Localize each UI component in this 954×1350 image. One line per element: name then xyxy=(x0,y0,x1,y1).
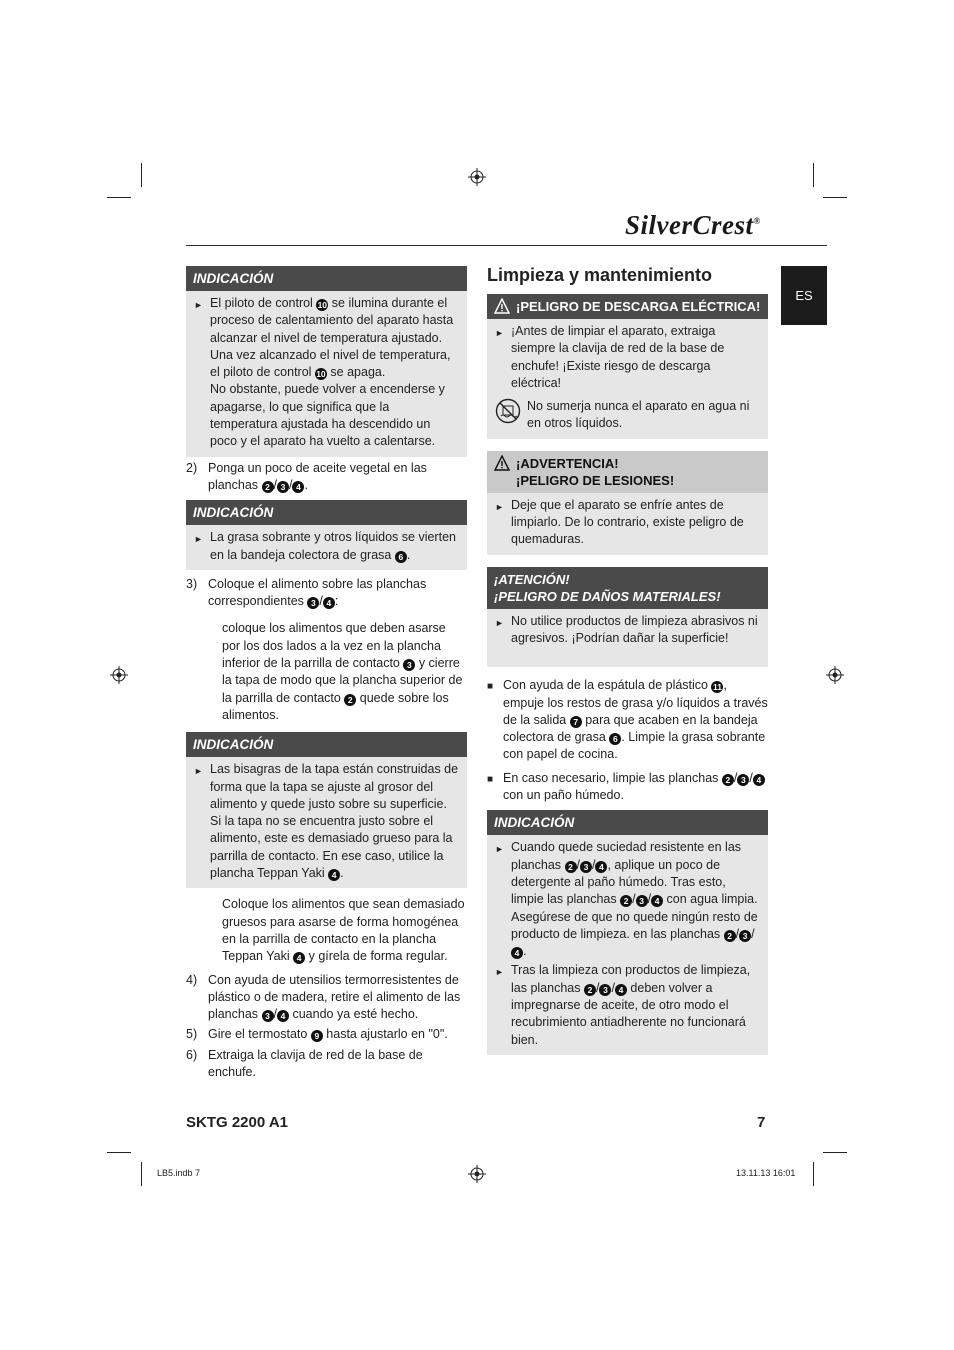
list-item: ► El piloto de control 10 se ilumina durante el proceso de calentamiento del aparato hasta alcanzar el nivel de temperatura ajustado. Una vez alcanzado el nivel de temperatura, el piloto de control 10 se apaga. No obstante, puede volver a encenderse y apagarse, lo que significa que la temperatura ajustada ha descendido un poco y el aparato ha vuelto a calentarse. xyxy=(194,295,459,451)
note-box xyxy=(186,266,467,457)
list-item: ► No utilice productos de limpieza abrasivos ni agresivos. ¡Podrían dañar la superficie! xyxy=(495,613,760,648)
right-column xyxy=(487,264,768,1055)
section-heading: Limpieza y mantenimiento xyxy=(487,265,713,285)
paragraph: coloque los alimentos que deben asarse por los dos lados a la vez en la plancha inferior de la parrilla de contacto 3 y cierre la tapa de modo que la plancha superior de la parrilla de contacto 2 quede sobre los alimentos. xyxy=(222,621,463,722)
crop-mark xyxy=(813,1162,814,1186)
warning-box: ¡ADVERTENCIA! ¡PELIGRO DE LESIONES! ► Deje que el aparato se enfríe antes de limpiarlo. De lo contrario, existe peligro de quemaduras. xyxy=(487,451,768,555)
no-immersion-icon xyxy=(495,398,521,424)
arrow-bullet-icon: ► xyxy=(194,534,203,545)
step-item: 6) Extraiga la clavija de red de la base de enchufe. xyxy=(186,1047,423,1079)
note-title: INDICACIÓN xyxy=(487,810,768,835)
language-tab: ES xyxy=(781,266,827,325)
note-box xyxy=(186,500,467,570)
attention-box: ¡ATENCIÓN! ¡PELIGRO DE DAÑOS MATERIALES! ► No utilice productos de limpieza abrasivos ni agresivos. ¡Podrían dañar la superficie! xyxy=(487,567,768,668)
step-item: 2) Ponga un poco de aceite vegetal en las planchas 2 / 3 / 4 . xyxy=(186,460,427,492)
danger-title: ¡PELIGRO DE DESCARGA ELÉCTRICA! xyxy=(516,299,761,314)
crop-mark xyxy=(141,1162,142,1186)
crop-mark xyxy=(141,163,142,187)
arrow-bullet-icon: ► xyxy=(194,766,203,777)
left-column xyxy=(186,266,467,1084)
arrow-bullet-icon: ► xyxy=(495,844,504,855)
note-box xyxy=(487,810,768,1055)
ref-number: 10 xyxy=(316,369,326,380)
list-item: ■ En caso necesario, limpie las planchas 2 / 3 / 4 con un paño húmedo. xyxy=(487,770,768,805)
crop-mark xyxy=(107,197,131,198)
page-number: 7 xyxy=(757,1114,766,1131)
paragraph: Coloque los alimentos que sean demasiado gruesos para asarse de forma homogénea en la parrilla de contacto en la plancha Teppan Yaki 4 y gírela de forma regular. xyxy=(222,897,465,964)
list-item: ► ¡Antes de limpiar el aparato, extraiga siempre la clavija de red de la base de enchufe! ¡Existe riesgo de descarga eléctrica! xyxy=(495,323,760,392)
list-item: ► Tras la limpieza con productos de limpieza, las planchas 2 / 3 / 4 deben volver a impregnarse de aceite, de otro modo el recubrimiento antiadherente no funcionará bien. xyxy=(495,962,760,1048)
list-item: ► La grasa sobrante y otros líquidos se vierten en la bandeja colectora de grasa 6 . xyxy=(194,529,459,564)
note-title: INDICACIÓN xyxy=(186,266,467,291)
header-rule xyxy=(186,245,827,246)
square-bullet-icon: ■ xyxy=(487,773,494,785)
brand-logo: SilverCrest® xyxy=(625,210,761,240)
registration-mark-icon xyxy=(110,666,128,684)
list-item: ■ Con ayuda de la espátula de plástico 11 , empuje los restos de grasa y/o líquidos a través de la salida 7 para que acaben en la bandeja colectora de grasa 6 . Limpie la grasa sobrante con papel de cocina. xyxy=(487,677,768,763)
registration-mark-icon xyxy=(468,168,486,186)
registration-mark-icon xyxy=(826,666,844,684)
crop-mark xyxy=(813,163,814,187)
step-item: 4) Con ayuda de utensilios termorresistentes de plástico o de madera, retire el alimento de las planchas 3 / 4 cuando ya esté hecho. xyxy=(186,972,461,1022)
step-item: 3) Coloque el alimento sobre las planchas correspondientes 3 / 4 : xyxy=(186,576,427,609)
step-item: 5) Gire el termostato 9 hasta ajustarlo en "0". xyxy=(186,1027,448,1042)
attention-title: ¡ATENCIÓN! xyxy=(494,571,570,587)
note-box xyxy=(186,732,467,888)
list-item: ► Deje que el aparato se enfríe antes de limpiarlo. De lo contrario, existe peligro de quemaduras. xyxy=(495,497,760,549)
square-bullet-icon: ■ xyxy=(487,681,494,693)
arrow-bullet-icon: ► xyxy=(495,501,504,512)
ref-number: 10 xyxy=(317,300,328,310)
registration-mark-icon xyxy=(468,1165,486,1183)
warning-triangle-icon xyxy=(494,455,510,471)
list-item: ► Cuando quede suciedad resistente en las planchas 2 / 3 / 4 , aplique un poco de detergente al paño húmedo. Tras esto, limpie las planchas 2 / 3 / 4 con agua limpia. Asegúrese de que no quede ningún resto de producto de limpieza. en las planchas 2 / 3 /4 . xyxy=(495,839,760,960)
list-item: ► Las bisagras de la tapa están construidas de forma que la tapa se ajuste al grosor del alimento y quede justo sobre su superficie. Si la tapa no se encuentra justo sobre el alimento, este es demasiado grueso para la parrilla de contacto. En ese caso, utilice la plancha Teppan Yaki 4 . xyxy=(194,761,459,882)
slug-file: LB5.indb 7 xyxy=(157,1168,201,1178)
crop-mark xyxy=(107,1152,131,1153)
arrow-bullet-icon: ► xyxy=(495,617,504,628)
danger-box xyxy=(487,294,768,439)
warning-title: ¡ADVERTENCIA! xyxy=(516,455,619,471)
arrow-bullet-icon: ► xyxy=(495,967,504,978)
arrow-bullet-icon: ► xyxy=(194,300,203,310)
arrow-bullet-icon: ► xyxy=(495,328,504,338)
slug-date: 13.11.13 16:01 xyxy=(736,1168,796,1178)
warning-triangle-icon xyxy=(494,298,510,314)
model-number: SKTG 2200 A1 xyxy=(186,1114,288,1131)
list-item: No sumerja nunca el aparato en agua ni en otros líquidos. xyxy=(495,398,760,433)
note-title: INDICACIÓN xyxy=(186,500,467,525)
note-title: INDICACIÓN xyxy=(186,732,467,757)
crop-mark xyxy=(823,1152,847,1153)
crop-mark xyxy=(823,197,847,198)
